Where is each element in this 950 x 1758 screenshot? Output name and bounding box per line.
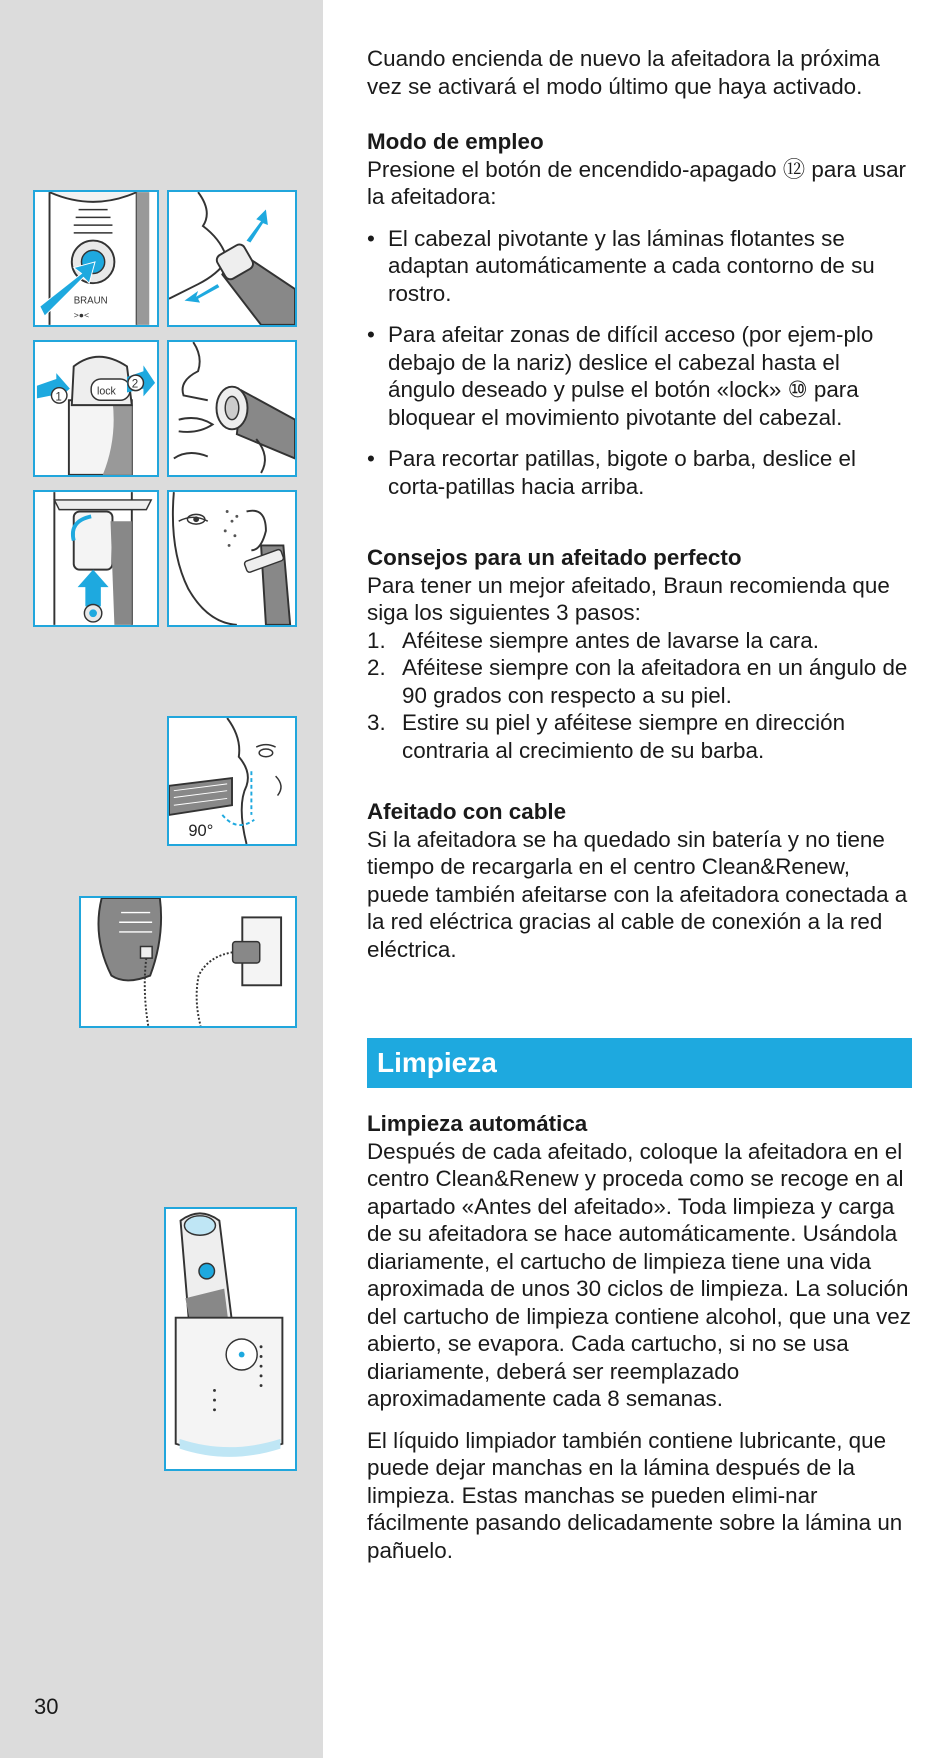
power-button-illustration: [35, 192, 157, 325]
list-item: [367, 627, 912, 655]
step-two-marker: 2: [131, 377, 139, 391]
list-item: [367, 709, 912, 764]
brand-logo: BRAUN: [73, 295, 108, 307]
step-one-marker: 1: [55, 390, 62, 404]
shaving-neck-illustration: [169, 192, 295, 325]
intro-paragraph: Cuando encienda de nuevo la afeitadora la próxima vez se activará el modo último que haya activado.: [367, 46, 880, 99]
limpieza-paragraph-2: El líquido limpiador también contiene lubricante, que puede dejar manchas en la lámina después de la limpieza. Estas manchas se pueden elimi-nar fácilmente pasando delicadamente sobre la lámina un pañuelo.: [367, 1427, 903, 1563]
cable-illustration: [81, 898, 295, 1026]
step-text: Aféitese siempre antes de lavarse la cara.: [402, 627, 819, 653]
cleaning-station-illustration: [166, 1209, 295, 1469]
list-item: • El cabezal pivotante y las láminas flotantes se adaptan automáticamente a cada contorno de su rostro.: [367, 225, 912, 308]
sideburns-illustration: [169, 492, 295, 625]
trimmer-slide-illustration: [35, 492, 157, 625]
page-number: 30: [34, 1694, 59, 1719]
angle-label: 90°: [188, 822, 214, 841]
step-text: Aféitese siempre con la afeitadora en un ángulo de 90 grados con respecto a su piel.: [402, 655, 908, 708]
figure-power-button: [33, 190, 159, 327]
limpieza-paragraph-1: Después de cada afeitado, coloque la afeitadora en el centro Clean&Renew y proceda como se recoge en al apartado «Antes del afeitado». Toda limpieza y carga de su afeitadora se hace automáticamente. Usándola diariamente, el cartucho de limpieza tiene una vida aproximada de unos 30 ciclos de limpieza. La solución del cartucho de limpieza contiene alcohol, que una vez abierto, se evapora. Cada cartucho, si no se usa diariamente, deberá ser reemplazado aproximadamente cada 8 semanas.: [367, 1138, 911, 1411]
figure-under-nose: [167, 340, 297, 477]
lock-label: lock: [96, 385, 116, 398]
figure-90-degree-angle: [167, 716, 297, 846]
under-nose-illustration: [169, 342, 295, 475]
list-item: [367, 654, 912, 709]
heading-afeitado-cable: Afeitado con cable: [367, 799, 567, 824]
figure-cable-shaving: [79, 896, 297, 1028]
tips-numbered-list: [367, 627, 912, 765]
figure-sideburns: [167, 490, 297, 627]
step-number: 3.: [367, 710, 386, 735]
modo-empleo-text: Presione el botón de encendido-apagado ⑫ para usar la afeitadora:: [367, 156, 907, 209]
step-number: 1.: [367, 627, 386, 653]
figure-lock-button: [33, 340, 159, 477]
figure-clean-renew-station: [164, 1207, 297, 1471]
consejos-text: Para tener un mejor afeitado, Braun recomienda que siga los siguientes 3 pasos:: [367, 572, 890, 625]
list-item: • Para afeitar zonas de difícil acceso (por ejem-plo debajo de la nariz) deslice el cabezal hasta el ángulo deseado y pulse el botón «lock» ⑩ para bloquear el movimiento pivotante del cabezal.: [367, 321, 912, 431]
angle-illustration: [169, 718, 295, 844]
section-title-limpieza: Limpieza: [367, 1038, 912, 1088]
heading-consejos: Consejos para un afeitado perfecto: [367, 545, 742, 570]
heading-modo-empleo: Modo de empleo: [367, 129, 544, 154]
main-text-column: [367, 45, 912, 1564]
svg-text:>●<: >●<: [73, 310, 90, 321]
heading-limpieza-automatica: Limpieza automática: [367, 1111, 588, 1136]
cable-text: Si la afeitadora se ha quedado sin batería y no tiene tiempo de recargarla en el centro Clean&Renew, puede también afeitarse con la afeitadora conectada a la red eléctrica gracias al cable de conexión a la red eléctrica.: [367, 826, 908, 962]
step-text: Estire su piel y aféitese siempre en dirección contraria al crecimiento de su barba.: [402, 710, 846, 763]
usage-bullet-list: [367, 225, 912, 501]
figure-shaving-neck: [167, 190, 297, 327]
list-item: • Para recortar patillas, bigote o barba, deslice el corta-patillas hacia arriba.: [367, 445, 912, 500]
step-number: 2.: [367, 655, 386, 680]
lock-illustration: [35, 342, 157, 475]
figure-trimmer-slide: [33, 490, 159, 627]
